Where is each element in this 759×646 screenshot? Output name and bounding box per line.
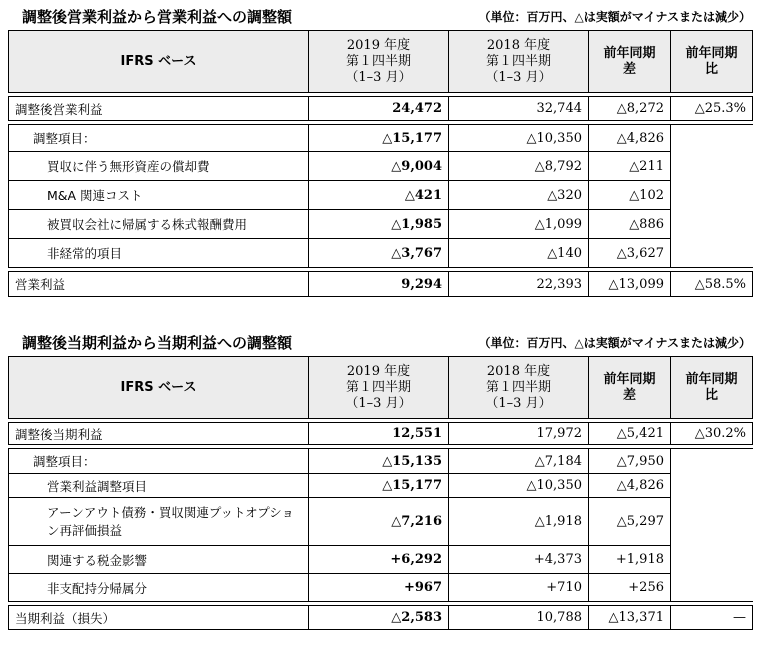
header-ratio: 前年同期 比 — [671, 31, 753, 93]
table-row: アーンアウト債務・買収関連プットオプション再評価損益 △7,216 △1,918 △5,297 — [9, 498, 753, 546]
header-2019: 2019 年度 第１四半期 （1–3 月） — [309, 31, 449, 93]
table-row: M&A 関連コスト △421 △320 △102 — [9, 181, 753, 210]
section-title: 調整後営業利益から営業利益への調整額 — [22, 8, 293, 26]
table-row: 調整項目： △15,177 △10,350 △4,826 — [9, 125, 753, 152]
header-base: IFRS ベース — [9, 31, 309, 93]
header-ratio: 前年同期 比 — [671, 357, 753, 419]
table-header-row — [9, 31, 753, 93]
header-2018: 2018 年度 第１四半期 （1–3 月） — [449, 31, 589, 93]
table-row: 営業利益調整項目 △15,177 △10,350 △4,826 — [9, 474, 753, 498]
table-row: 非支配持分帰属分 +967 +710 +256 — [9, 574, 753, 602]
header-diff: 前年同期 差 — [589, 31, 671, 93]
section-title: 調整後当期利益から当期利益への調整額 — [22, 334, 293, 352]
table-row: 調整項目： △15,135 △7,184 △7,950 — [9, 449, 753, 474]
table-row: 被買収会社に帰属する株式報酬費用 △1,985 △1,099 △886 — [9, 210, 753, 239]
reconciliation-table — [8, 356, 753, 630]
table-row: 当期利益（損失） △2,583 10,788 △13,371 — — [9, 606, 753, 630]
unit-note: （単位：百万円、△は実額がマイナスまたは減少） — [478, 336, 751, 350]
header-2019: 2019 年度 第１四半期 （1–3 月） — [309, 357, 449, 419]
header-base: IFRS ベース — [9, 357, 309, 419]
table-row: 買収に伴う無形資産の償却費 △9,004 △8,792 △211 — [9, 152, 753, 181]
table-row: 営業利益 9,294 22,393 △13,099 △58.5% — [9, 272, 753, 297]
table-row: 関連する税金影響 +6,292 +4,373 +1,918 — [9, 546, 753, 574]
header-diff: 前年同期 差 — [589, 357, 671, 419]
header-2018: 2018 年度 第１四半期 （1–3 月） — [449, 357, 589, 419]
table-row: 非経常的項目 △3,767 △140 △3,627 — [9, 239, 753, 268]
table-row: 調整後当期利益 12,551 17,972 △5,421 △30.2% — [9, 423, 753, 445]
reconciliation-table — [8, 30, 753, 297]
table-header-row — [9, 357, 753, 419]
table-row: 調整後営業利益 24,472 32,744 △8,272 △25.3% — [9, 97, 753, 121]
unit-note: （単位：百万円、△は実額がマイナスまたは減少） — [478, 10, 751, 24]
